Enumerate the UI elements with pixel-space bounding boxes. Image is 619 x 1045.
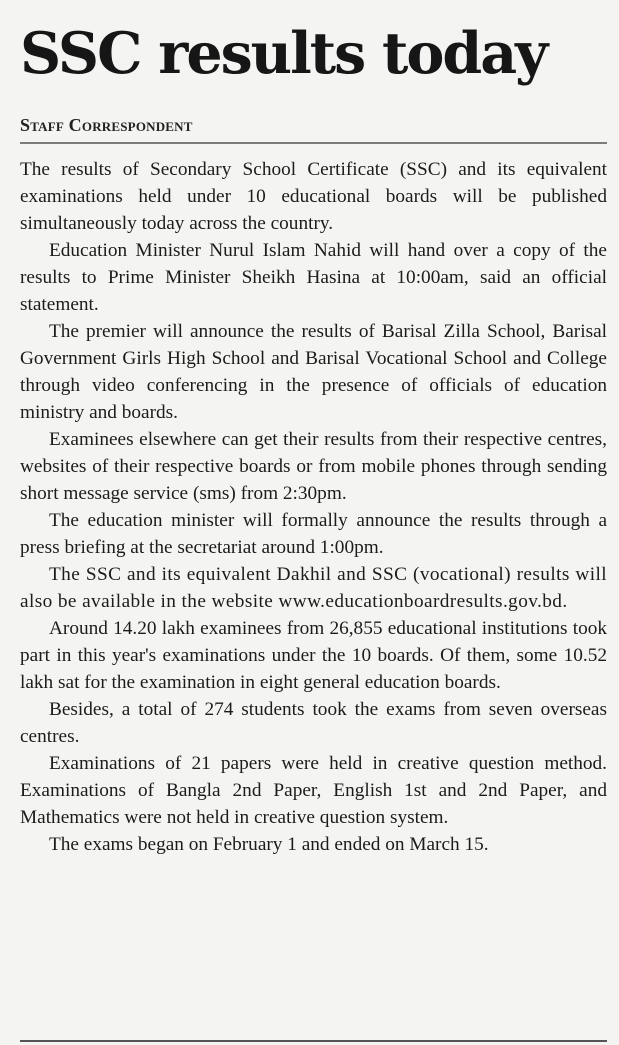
article-paragraph: The results of Secondary School Certificate (SSC) and its equivalent examinations held under 10 educational boards will be published simultaneously today across the country. [20,159,607,234]
article-paragraph: The exams began on February 1 and ended on March 15. [49,834,489,855]
article-paragraph: Besides, a total of 274 students took the exams from seven overseas centres. [20,699,607,747]
byline: Staff Correspondent [20,114,607,144]
headline: SSC results today [20,20,547,87]
article-paragraph: Examinees elsewhere can get their results from their respective centres, websites of their respective boards or from mobile phones through sending short message service (sms) from 2:30pm. [20,429,607,504]
article-paragraph: The education minister will formally announce the results through a press briefing at the secretariat around 1:00pm. [20,510,607,558]
article-paragraph: Education Minister Nurul Islam Nahid will hand over a copy of the results to Prime Minister Sheikh Hasina at 10:00am, said an official statement. [20,240,607,315]
article-paragraph: Examinations of 21 papers were held in creative question method. Examinations of Bangla 2nd Paper, English 1st and 2nd Paper, and Mathematics were not held in creative question system. [20,753,607,828]
article-paragraph: The SSC and its equivalent Dakhil and SSC (vocational) results will also be available in the website www.educationboardresults.gov.bd. [20,564,607,612]
article-body [20,156,607,858]
article-paragraph: The premier will announce the results of Barisal Zilla School, Barisal Government Girls High School and Barisal Vocational School and College through video conferencing in the presence of officials of education ministry and boards. [20,321,607,423]
article-paragraph: Around 14.20 lakh examinees from 26,855 educational institutions took part in this year's examinations under the 10 boards. Of them, some 10.52 lakh sat for the examination in eight general education boards. [20,618,607,693]
bottom-divider [20,1040,607,1042]
